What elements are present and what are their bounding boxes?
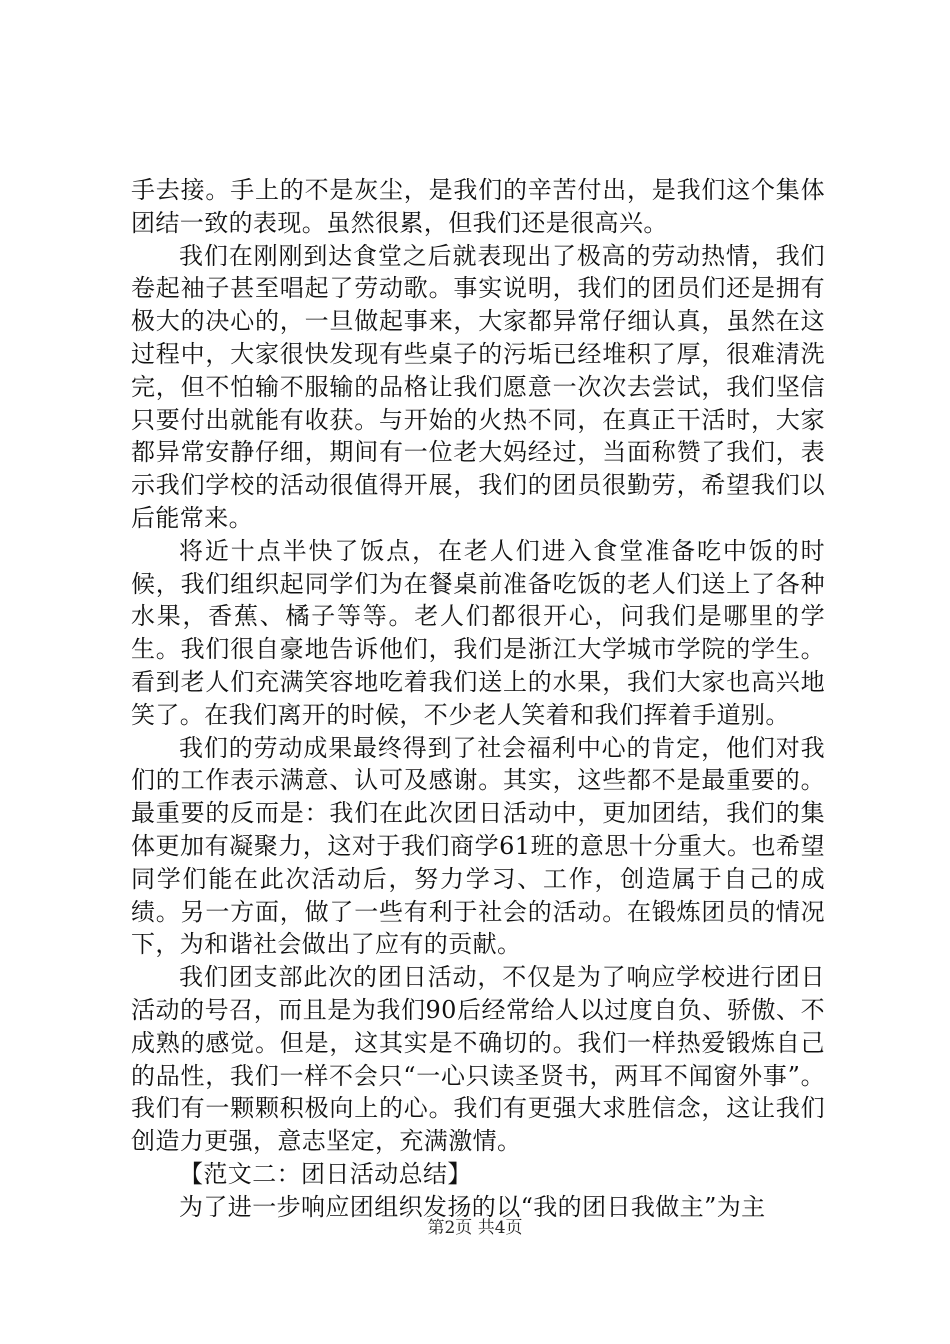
paragraph-1: 手去接。手上的不是灰尘，是我们的辛苦付出，是我们这个集体团结一致的表现。虽然很累，但我们还是很高兴。 (131, 176, 825, 237)
paragraph-7: 为了进一步响应团组织发扬的以“我的团日我做主”为主 (179, 1192, 766, 1221)
page-footer: 第2页 共4页 (427, 1218, 523, 1238)
document-body (131, 174, 825, 1224)
paragraph-5: 我们团支部此次的团日活动，不仅是为了响应学校进行团日活动的号召，而且是为我们90后经常给人以过度自负、骄傲、不成熟的感觉。但是，这其实是不确切的。我们一样热爱锻炼自己的品性，我们一样不会只“一心只读圣贤书，两耳不闻窗外事”。我们有一颗颗积极向上的心。我们有更强大求胜信念，这让我们创造力更强，意志坚定，充满激情。 (131, 963, 825, 1156)
section-heading: 【范文二：团日活动总结】 (179, 1159, 472, 1188)
paragraph-3: 将近十点半快了饭点，在老人们进入食堂准备吃中饭的时候，我们组织起同学们为在餐桌前准备吃饭的老人们送上了各种水果，香蕉、橘子等等。老人们都很开心，问我们是哪里的学生。我们很自豪地告诉他们，我们是浙江大学城市学院的学生。看到老人们充满笑容地吃着我们送上的水果，我们大家也高兴地笑了。在我们离开的时候，不少老人笑着和我们挥着手道别。 (131, 536, 825, 729)
paragraph-4: 我们的劳动成果最终得到了社会福利中心的肯定，他们对我们的工作表示满意、认可及感谢。其实，这些都不是最重要的。最重要的反而是：我们在此次团日活动中，更加团结，我们的集体更加有凝聚力，这对于我们商学61班的意思十分重大。也希望同学们能在此次活动后，努力学习、工作，创造属于自己的成绩。另一方面，做了一些有利于社会的活动。在锻炼团员的情况下，为和谐社会做出了应有的贡献。 (131, 733, 825, 959)
paragraph-2: 我们在刚刚到达食堂之后就表现出了极高的劳动热情，我们卷起袖子甚至唱起了劳动歌。事实说明，我们的团员们还是拥有极大的决心的，一旦做起事来，大家都异常仔细认真，虽然在这过程中，大家很快发现有些桌子的污垢已经堆积了厚，很难清洗完，但不怕输不服输的品格让我们愿意一次次去尝试，我们坚信只要付出就能有收获。与开始的火热不同，在真正干活时，大家都异常安静仔细，期间有一位老大妈经过，当面称赞了我们，表示我们学校的活动很值得开展，我们的团员很勤劳，希望我们以后能常来。 (131, 241, 825, 532)
